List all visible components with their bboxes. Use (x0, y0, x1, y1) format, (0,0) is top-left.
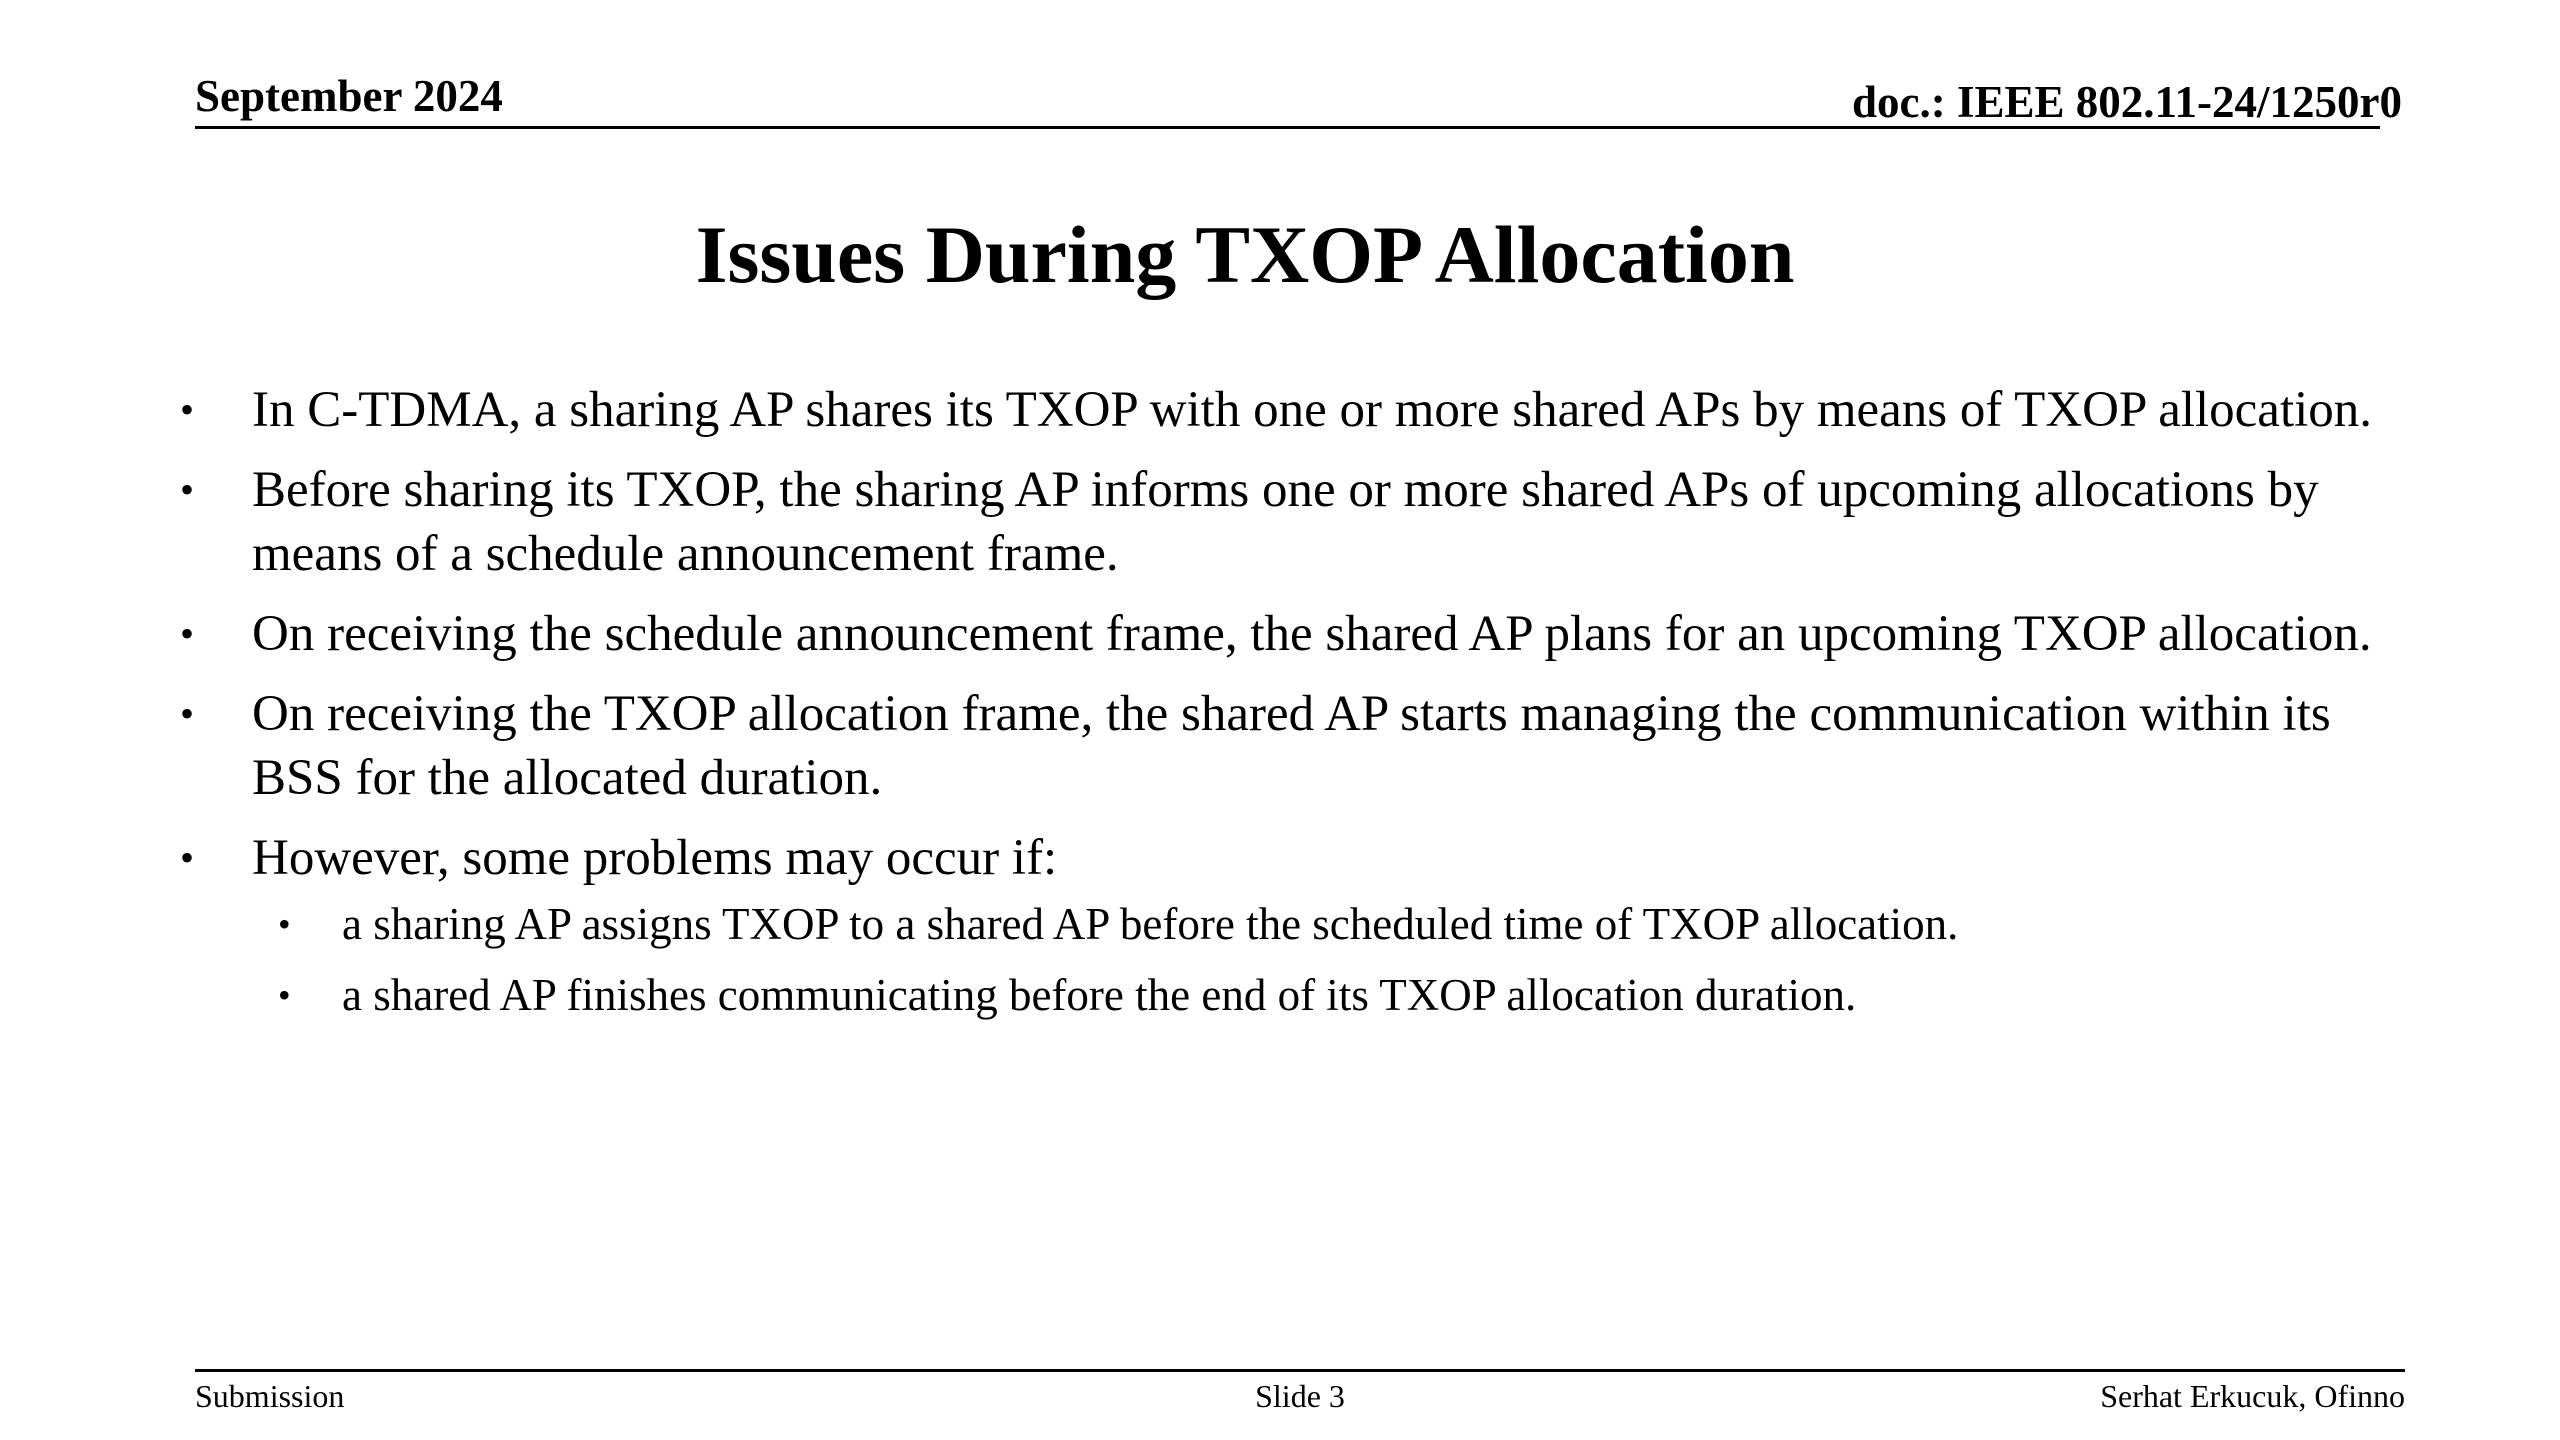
bullet-item (180, 682, 2380, 810)
bullet-text: On receiving the schedule announcement frame, the shared AP plans for an upcoming TXOP allocation. (252, 606, 2372, 662)
bullet-icon: • (180, 611, 195, 656)
bullet-text: Before sharing its TXOP, the sharing AP informs one or more shared APs of upcoming allocations by means of a schedule announcement frame. (252, 462, 2319, 582)
bullet-list (180, 378, 2380, 1039)
header-doc-id: doc.: IEEE 802.11-24/1250r0 (1851, 77, 2402, 127)
sub-bullet-item (278, 967, 2380, 1023)
bullet-icon: • (180, 387, 195, 432)
footer-slide-number: Slide 3 (1255, 1378, 1345, 1414)
sub-bullet-list (252, 896, 2380, 1023)
bullet-icon: • (180, 467, 195, 512)
header-divider (195, 126, 2380, 129)
bullet-item (180, 826, 2380, 1023)
bullet-text: On receiving the TXOP allocation frame, the shared AP starts managing the communication within its BSS for the allocated duration. (252, 686, 2331, 806)
bullet-item (180, 602, 2380, 666)
footer-author: Serhat Erkucuk, Ofinno (2100, 1378, 2405, 1414)
bullet-text: In C-TDMA, a sharing AP shares its TXOP with one or more shared APs by means of TXOP allocation. (252, 382, 2373, 438)
bullet-item (180, 378, 2380, 442)
header-date: September 2024 (195, 71, 503, 121)
footer-divider (195, 1369, 2405, 1372)
bullet-icon: • (180, 691, 195, 736)
sub-bullet-item (278, 896, 2380, 952)
sub-bullet-icon: • (278, 975, 291, 1015)
bullet-icon: • (180, 835, 195, 880)
footer-submission: Submission (195, 1378, 345, 1414)
sub-bullet-text: a shared AP finishes communicating before the end of its TXOP allocation duration. (342, 970, 1857, 1020)
bullet-text: However, some problems may occur if: (252, 830, 1058, 886)
sub-bullet-icon: • (278, 904, 291, 944)
slide-title: Issues During TXOP Allocation (695, 209, 1795, 300)
bullet-item (180, 458, 2380, 586)
sub-bullet-text: a sharing AP assigns TXOP to a shared AP before the scheduled time of TXOP allocation. (342, 899, 1959, 949)
